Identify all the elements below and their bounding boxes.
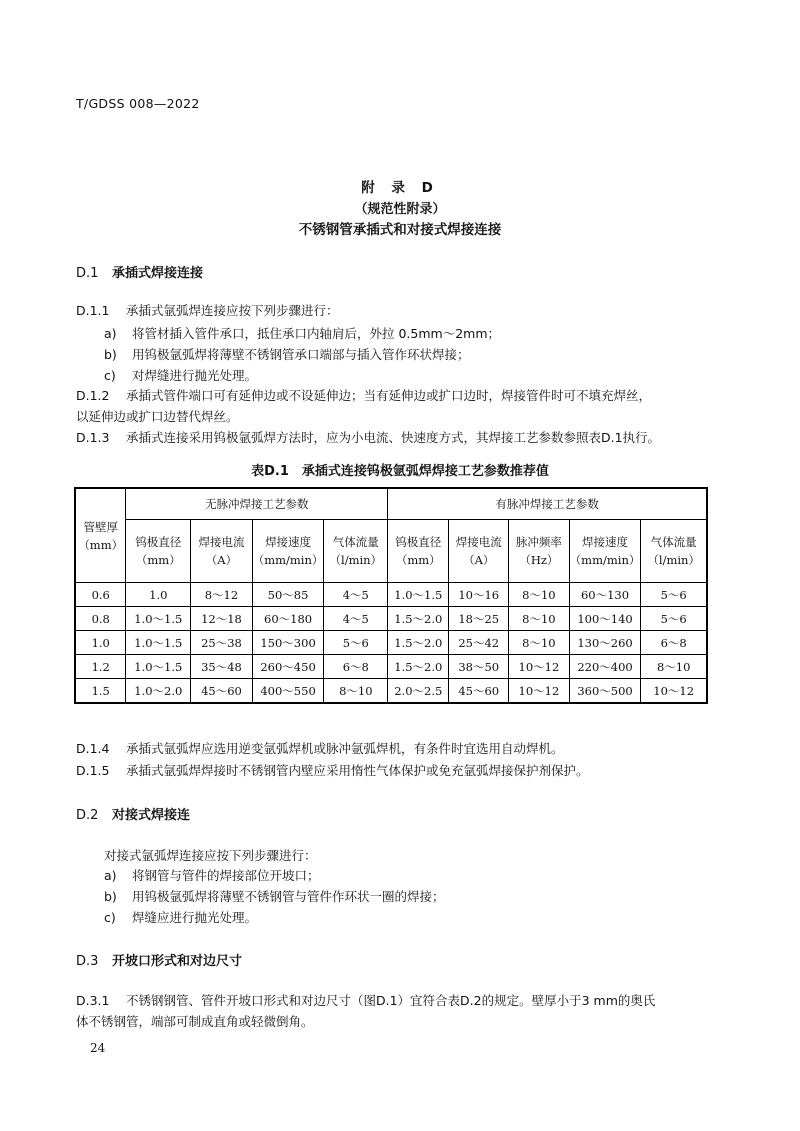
section-number: D.3 (76, 954, 99, 969)
table-cell: 38～50 (449, 655, 509, 679)
clause-d1-4 (76, 738, 726, 759)
table-cell: 400～550 (252, 679, 324, 704)
section-d3-heading (76, 950, 242, 969)
table-cell: 1.5～2.0 (388, 655, 449, 679)
table-cell: 4～5 (324, 607, 388, 631)
list-text: 用钨极氩弧焊将薄壁不锈钢管与管件作环状一圈的焊接； (132, 889, 445, 904)
appendix-subtitle: （规范性附录） (354, 202, 446, 217)
list-item (104, 324, 500, 342)
list-text: 用钨极氩弧焊将薄壁不锈钢管承口端部与插入管作环状焊接； (132, 347, 470, 362)
list-item (104, 366, 257, 384)
table-cell: 130～260 (569, 631, 641, 655)
clause-number: D.1.4 (76, 741, 110, 756)
table-cell: 1.0～1.5 (126, 631, 191, 655)
list-item (104, 866, 320, 884)
table-cell: 25～38 (191, 631, 253, 655)
list-marker: c) (104, 368, 116, 383)
table-cell: 8～10 (509, 583, 570, 607)
table-cell: 8～10 (641, 655, 707, 679)
clause-number: D.3.1 (76, 993, 110, 1008)
table-row (75, 655, 707, 679)
table-cell: 50～85 (252, 583, 324, 607)
thickness-cell: 1.0 (75, 631, 126, 655)
clause-number: D.1.3 (76, 430, 110, 445)
column-header: 焊接电流（A） (191, 520, 253, 583)
table-cell: 10～12 (641, 679, 707, 704)
section-d1-heading (76, 262, 203, 281)
table-cell: 45～60 (191, 679, 253, 704)
table-cell: 2.0～2.5 (388, 679, 449, 704)
table-row (75, 631, 707, 655)
table-cell: 360～500 (569, 679, 641, 704)
row-header-text: 管壁厚（mm） (78, 519, 124, 552)
document-code: T/GDSS 008—2022 (76, 96, 200, 111)
table-cell: 6～8 (641, 631, 707, 655)
clause-number: D.1.2 (76, 388, 110, 403)
section-title: 对接式焊接连 (112, 808, 191, 823)
table-cell: 1.5～2.0 (388, 631, 449, 655)
table-cell: 12～18 (191, 607, 253, 631)
clause-number: D.1.5 (76, 763, 110, 778)
column-header: 钨极直径（mm） (388, 520, 449, 583)
list-item (104, 887, 445, 905)
clause-text-continued: 以延伸边或扩口边替代焊丝。 (76, 409, 239, 424)
table-cell: 18～25 (449, 607, 509, 631)
thickness-cell: 0.6 (75, 583, 126, 607)
clause-number: D.1.1 (76, 303, 110, 318)
column-header: 焊接速度（mm/min） (569, 520, 641, 583)
list-text: 将钢管与管件的焊接部位开坡口； (132, 868, 320, 883)
table-cell: 8～10 (324, 679, 388, 704)
table-cell: 10～12 (509, 655, 570, 679)
list-marker: c) (104, 910, 116, 925)
list-marker: a) (104, 868, 117, 883)
table-cell: 100～140 (569, 607, 641, 631)
thickness-cell: 1.5 (75, 679, 126, 704)
clause-text: 承插式连接采用钨极氩弧焊方法时，应为小电流、快速度方式，其焊接工艺参数参照表D.1执行。 (126, 430, 661, 445)
table-cell: 25～42 (449, 631, 509, 655)
clause-d3-1 (76, 990, 736, 1032)
table-cell: 1.0～2.0 (126, 679, 191, 704)
table-cell: 10～16 (449, 583, 509, 607)
table-cell: 150～300 (252, 631, 324, 655)
column-header: 钨极直径（mm） (126, 520, 191, 583)
table-cell: 10～12 (509, 679, 570, 704)
section-number: D.2 (76, 808, 99, 823)
table-cell: 220～400 (569, 655, 641, 679)
table-cell: 4～5 (324, 583, 388, 607)
list-marker: b) (104, 347, 117, 362)
list-text: 将管材插入管件承口，抵住承口内轴肩后，外拉 0.5mm～2mm； (132, 326, 501, 341)
clause-text: 承插式氩弧焊连接应按下列步骤进行： (126, 303, 339, 318)
clause-text: 承插式管件端口可有延伸边或不设延伸边；当有延伸边或扩口边时，焊接管件时可不填充焊丝， (126, 388, 652, 403)
table-cell: 1.0 (126, 583, 191, 607)
column-header: 气体流量（l/min） (324, 520, 388, 583)
table-cell: 45～60 (449, 679, 509, 704)
table-cell: 1.0～1.5 (126, 655, 191, 679)
table-cell: 6～8 (324, 655, 388, 679)
group-header-pulse: 有脉冲焊接工艺参数 (388, 488, 707, 520)
table-cell: 60～130 (569, 583, 641, 607)
thickness-cell: 0.8 (75, 607, 126, 631)
table-cell: 8～12 (191, 583, 253, 607)
table-cell: 35～48 (191, 655, 253, 679)
list-item (104, 345, 470, 363)
list-marker: b) (104, 889, 117, 904)
table-cell: 8～10 (509, 607, 570, 631)
table-cell: 1.0～1.5 (388, 583, 449, 607)
table-cell: 1.5～2.0 (388, 607, 449, 631)
table-cell: 1.0～1.5 (126, 607, 191, 631)
table-cell: 8～10 (509, 631, 570, 655)
column-header: 焊接速度（mm/min） (252, 520, 324, 583)
welding-parameter-table (74, 487, 708, 704)
clause-d1-3 (76, 427, 736, 448)
table-cell: 260～450 (252, 655, 324, 679)
column-header: 脉冲频率（Hz） (509, 520, 570, 583)
section-title: 开坡口形式和对边尺寸 (112, 954, 243, 969)
table-cell: 5～6 (641, 583, 707, 607)
list-text: 对焊缝进行抛光处理。 (132, 368, 258, 383)
table-cell: 60～180 (252, 607, 324, 631)
page-number: 24 (90, 1041, 106, 1055)
list-text: 焊缝应进行抛光处理。 (132, 910, 258, 925)
clause-text-continued: 体不锈钢管，端部可制成直角或轻微倒角。 (76, 1014, 314, 1029)
table-caption: 表D.1 承插式连接钨极氩弧焊焊接工艺参数推荐值 (251, 464, 549, 479)
row-header-cell (75, 488, 126, 583)
clause-d1-2 (76, 385, 726, 427)
table-row (75, 679, 707, 704)
table-cell: 5～6 (324, 631, 388, 655)
group-header-no-pulse: 无脉冲焊接工艺参数 (126, 488, 388, 520)
column-header: 气体流量（l/min） (641, 520, 707, 583)
clause-d1-5 (76, 760, 726, 781)
section-number: D.1 (76, 266, 99, 281)
clause-d1-1 (76, 300, 726, 321)
clause-text: 承插式氩弧焊焊接时不锈钢管内壁应采用惰性气体保护或免充氩弧焊接保护剂保护。 (126, 763, 589, 778)
thickness-cell: 1.2 (75, 655, 126, 679)
clause-text: 不锈钢钢管、管件开坡口形式和对边尺寸（图D.1）宜符合表D.2的规定。壁厚小于3 mm的奥氏 (126, 993, 656, 1008)
appendix-title: 附 录 D (361, 180, 439, 196)
table-row (75, 607, 707, 631)
column-header: 焊接电流（A） (449, 520, 509, 583)
section-title: 承插式焊接连接 (112, 266, 204, 281)
list-item (104, 908, 257, 926)
table-row (75, 583, 707, 607)
table-cell: 5～6 (641, 607, 707, 631)
list-marker: a) (104, 326, 117, 341)
section-d2-heading (76, 804, 190, 823)
clause-text: 承插式氩弧焊应选用逆变氩弧焊机或脉冲氩弧焊机，有条件时宜选用自动焊机。 (126, 741, 564, 756)
appendix-main-title: 不锈钢管承插式和对接式焊接连接 (298, 222, 502, 238)
d2-intro: 对接式氩弧焊连接应按下列步骤进行： (104, 848, 317, 863)
